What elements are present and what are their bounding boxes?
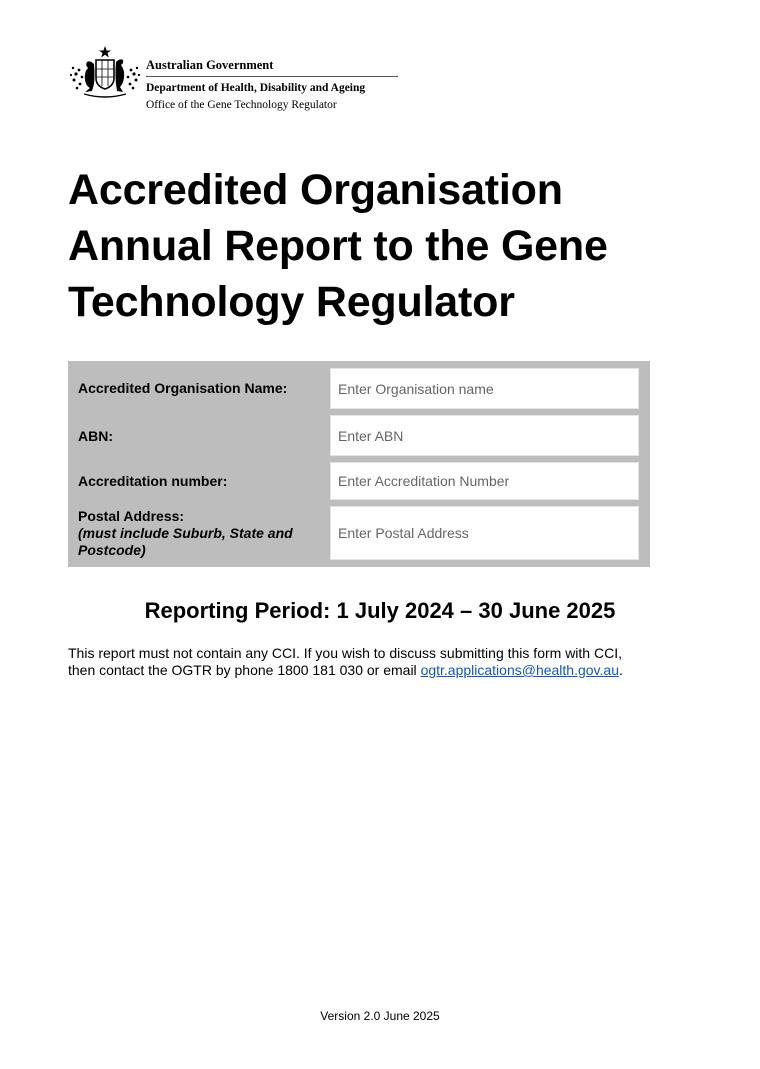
title-line-1: Accredited Organisation [68,166,563,214]
abn-label: ABN: [78,428,113,444]
postal-address-title: Postal Address: [78,508,185,524]
office-name: Office of the Gene Technology Regulator [146,99,337,111]
accreditation-number-field[interactable]: Enter Accreditation Number [330,462,639,500]
postal-address-hint-line-2: Postcode) [78,542,146,558]
government-name: Australian Government [146,58,398,77]
department-name: Department of Health, Disability and Ageing [146,82,366,94]
postal-address-hint-line-1: (must include Suburb, State and [78,525,293,541]
notice-text-line-2: then contact the OGTR by phone 1800 181 030 or email [68,662,421,678]
title-line-3: Technology Regulator [68,278,515,326]
abn-field[interactable]: Enter ABN [330,415,639,456]
organisation-name-label: Accredited Organisation Name: [78,380,288,396]
postal-address-field[interactable]: Enter Postal Address [330,506,639,560]
cci-notice [68,645,698,679]
title-line-2: Annual Report to the Gene [68,222,608,270]
coat-of-arms-icon [68,44,142,100]
organisation-name-field[interactable]: Enter Organisation name [330,368,639,409]
government-text-block [146,58,398,112]
postal-address-label [78,508,293,559]
version-footer: Version 2.0 June 2025 [320,1009,440,1023]
page-title [68,162,708,330]
government-header [68,44,408,114]
accreditation-number-label: Accreditation number: [78,473,228,489]
reporting-period-heading: Reporting Period: 1 July 2024 – 30 June 2025 [144,598,616,623]
notice-text-line-1: This report must not contain any CCI. If you wish to discuss submitting this form with CCI, [68,645,622,661]
organisation-details-form [68,361,650,567]
notice-period: . [618,662,623,678]
ogtr-email-link[interactable]: ogtr.applications@health.gov.au [420,662,619,678]
